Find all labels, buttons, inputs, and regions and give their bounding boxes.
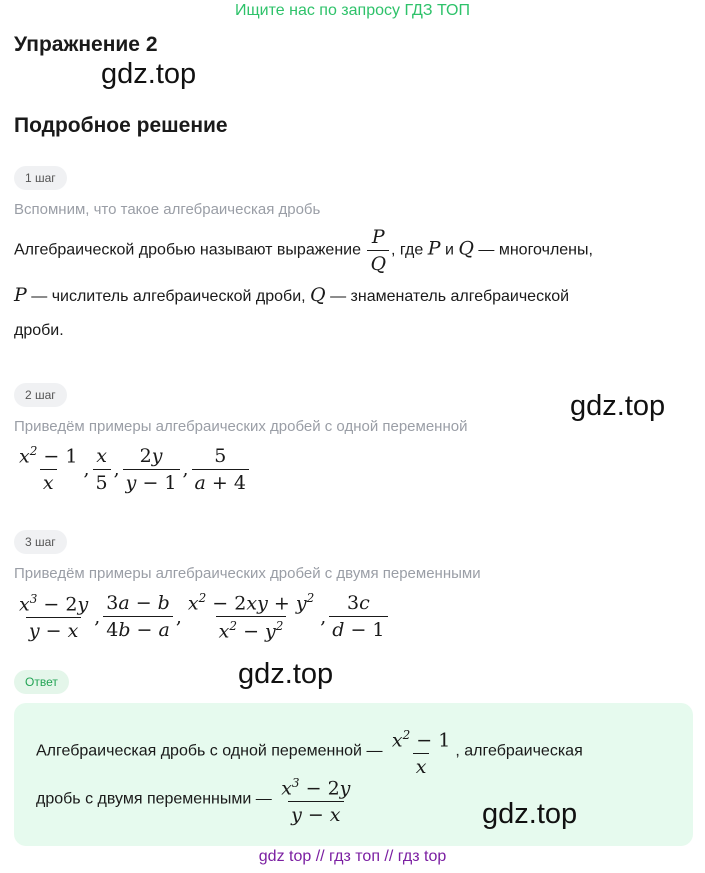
answer-line2: дробь с двумя переменными — $\frac{x^3 - 2y}{y - x}$ bbox=[36, 776, 351, 827]
solution-title: Подробное решение bbox=[14, 114, 228, 137]
step-1-line3: дроби. bbox=[14, 322, 64, 339]
step-3-formula: $\frac{x^3 - 2y}{y - x}$ , $\frac{3a - b}{4b - a}$ , $\frac{x^2 - 2xy + y^2}{x^2 - y^2}$ , $\frac{3c}{d - 1}$ bbox=[14, 591, 390, 643]
step-1-line2 bbox=[14, 284, 569, 308]
var-p: P bbox=[427, 237, 441, 260]
step-1-caption: Вспомним, что такое алгебраическая дробь bbox=[14, 201, 321, 218]
answer-badge: Ответ bbox=[14, 670, 69, 694]
step-2-caption: Приведём примеры алгебраических дробей с одной переменной bbox=[14, 418, 468, 435]
fraction-denominator: Q bbox=[367, 250, 389, 275]
exercise-title: Упражнение 2 bbox=[14, 33, 158, 56]
promo-banner[interactable]: Ищите нас по запросу ГДЗ ТОП bbox=[235, 2, 470, 19]
step-2-formula: $\frac{x^2 - 1}{x}$ , $\frac{x}{5}$ , $\frac{2y}{y - 1}$ , $\frac{5}{a + 4}$ bbox=[14, 444, 251, 494]
fraction-p-over-q bbox=[367, 226, 389, 275]
watermark: gdz.top bbox=[101, 58, 197, 90]
step-1-text: Алгебраической дробью называют выражение bbox=[14, 241, 361, 259]
step-1-denominator-text: — знаменатель алгебраической bbox=[330, 288, 570, 305]
step-1-text-and: и bbox=[444, 241, 454, 259]
fraction-numerator: P bbox=[371, 226, 385, 248]
var-q: Q bbox=[458, 237, 474, 260]
answer-text-3: дробь с двумя переменными — bbox=[36, 790, 272, 808]
step-3-badge: 3 шаг bbox=[14, 530, 67, 554]
answer-text-2: , алгебраическая bbox=[455, 742, 583, 760]
step-1-definition bbox=[14, 226, 694, 275]
watermark: gdz.top bbox=[482, 798, 578, 830]
watermark: gdz.top bbox=[570, 390, 666, 422]
step-1-badge: 1 шаг bbox=[14, 166, 67, 190]
step-1-text-where: , где bbox=[391, 241, 424, 259]
step-1-text-poly: — многочлены, bbox=[478, 241, 593, 259]
var-q: Q bbox=[310, 284, 326, 306]
answer-text-1: Алгебраическая дробь с одной переменной — bbox=[36, 742, 383, 760]
step-3-caption: Приведём примеры алгебраических дробей с двумя переменными bbox=[14, 565, 481, 582]
var-p: P bbox=[14, 284, 27, 306]
answer-line1: Алгебраическая дробь с одной переменной — $\frac{x^2 - 1}{x}$ , алгебраическая bbox=[36, 728, 583, 779]
step-2-badge: 2 шаг bbox=[14, 383, 67, 407]
watermark: gdz.top bbox=[238, 658, 334, 690]
footer-links[interactable]: gdz top // гдз топ // гдз top bbox=[258, 848, 447, 865]
step-1-numerator-text: — числитель алгебраической дроби, bbox=[31, 288, 306, 305]
